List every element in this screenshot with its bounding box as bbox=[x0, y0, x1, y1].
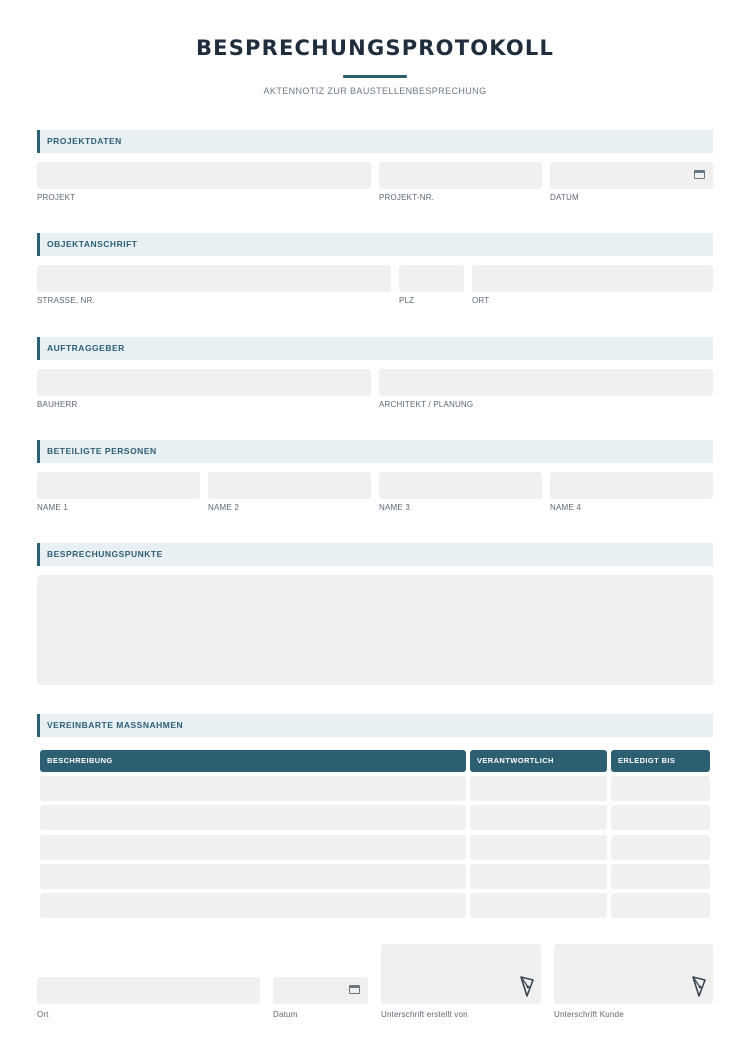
ort-label: ORT bbox=[472, 296, 490, 305]
title-underline bbox=[343, 75, 407, 78]
calendar-icon[interactable] bbox=[349, 985, 360, 994]
name3-label: NAME 3 bbox=[379, 503, 410, 512]
column-header-beschreibung: BESCHREIBUNG bbox=[40, 750, 466, 772]
besprechungspunkte-textarea[interactable] bbox=[37, 575, 713, 685]
section-header-massnahmen: VEREINBARTE MASSNAHMEN bbox=[37, 714, 713, 737]
footer-datum-field[interactable] bbox=[273, 977, 368, 1004]
projekt-label: PROJEKT bbox=[37, 193, 76, 202]
section-header-auftraggeber: AUFTRAGGEBER bbox=[37, 337, 713, 360]
cell-verantwortlich[interactable] bbox=[470, 864, 607, 889]
signature-kunde-label: Unterschrift Kunde bbox=[554, 1010, 624, 1019]
plz-label: PLZ bbox=[399, 296, 415, 305]
cell-beschreibung[interactable] bbox=[40, 805, 466, 830]
cell-erledigt-bis[interactable] bbox=[611, 864, 710, 889]
section-header-objektanschrift: OBJEKTANSCHRIFT bbox=[37, 233, 713, 256]
pen-nib-icon bbox=[691, 974, 707, 998]
column-header-erledigt-bis: ERLEDIGT BIS bbox=[611, 750, 710, 772]
name4-field[interactable] bbox=[550, 472, 713, 499]
projekt-nr-label: PROJEKT-NR. bbox=[379, 193, 435, 202]
name1-label: NAME 1 bbox=[37, 503, 68, 512]
calendar-icon[interactable] bbox=[694, 170, 705, 179]
strasse-label: STRASSE, NR. bbox=[37, 296, 95, 305]
signature-erstellt-label: Unterschrift erstellt von bbox=[381, 1010, 468, 1019]
cell-erledigt-bis[interactable] bbox=[611, 805, 710, 830]
section-header-projektdaten: PROJEKTDATEN bbox=[37, 130, 713, 153]
strasse-field[interactable] bbox=[37, 265, 391, 292]
architekt-label: ARCHITEKT / PLANUNG bbox=[379, 400, 474, 409]
cell-erledigt-bis[interactable] bbox=[611, 893, 710, 918]
name4-label: NAME 4 bbox=[550, 503, 581, 512]
bauherr-field[interactable] bbox=[37, 369, 371, 396]
bauherr-label: BAUHERR bbox=[37, 400, 78, 409]
name2-field[interactable] bbox=[208, 472, 371, 499]
cell-erledigt-bis[interactable] bbox=[611, 835, 710, 860]
datum-label: DATUM bbox=[550, 193, 579, 202]
name2-label: NAME 2 bbox=[208, 503, 239, 512]
datum-field[interactable] bbox=[550, 162, 713, 189]
section-header-beteiligte: BETEILIGTE PERSONEN bbox=[37, 440, 713, 463]
signature-box-erstellt[interactable] bbox=[381, 944, 541, 1004]
footer-ort-label: Ort bbox=[37, 1010, 49, 1019]
cell-beschreibung[interactable] bbox=[40, 893, 466, 918]
cell-verantwortlich[interactable] bbox=[470, 776, 607, 801]
column-header-verantwortlich: VERANTWORTLICH bbox=[470, 750, 607, 772]
cell-erledigt-bis[interactable] bbox=[611, 776, 710, 801]
cell-verantwortlich[interactable] bbox=[470, 893, 607, 918]
cell-beschreibung[interactable] bbox=[40, 864, 466, 889]
plz-field[interactable] bbox=[399, 265, 464, 292]
page-title: BESPRECHUNGSPROTOKOLL bbox=[195, 36, 555, 60]
projekt-field[interactable] bbox=[37, 162, 371, 189]
signature-box-kunde[interactable] bbox=[554, 944, 713, 1004]
pen-nib-icon bbox=[519, 974, 535, 998]
cell-beschreibung[interactable] bbox=[40, 776, 466, 801]
projekt-nr-field[interactable] bbox=[379, 162, 542, 189]
cell-verantwortlich[interactable] bbox=[470, 805, 607, 830]
architekt-field[interactable] bbox=[379, 369, 713, 396]
cell-beschreibung[interactable] bbox=[40, 835, 466, 860]
page-subtitle: AKTENNOTIZ ZUR BAUSTELLENBESPRECHUNG bbox=[263, 86, 487, 96]
cell-verantwortlich[interactable] bbox=[470, 835, 607, 860]
footer-datum-label: Datum bbox=[273, 1010, 298, 1019]
footer-ort-field[interactable] bbox=[37, 977, 260, 1004]
ort-field[interactable] bbox=[472, 265, 713, 292]
section-header-besprechungspunkte: BESPRECHUNGSPUNKTE bbox=[37, 543, 713, 566]
name1-field[interactable] bbox=[37, 472, 200, 499]
name3-field[interactable] bbox=[379, 472, 542, 499]
